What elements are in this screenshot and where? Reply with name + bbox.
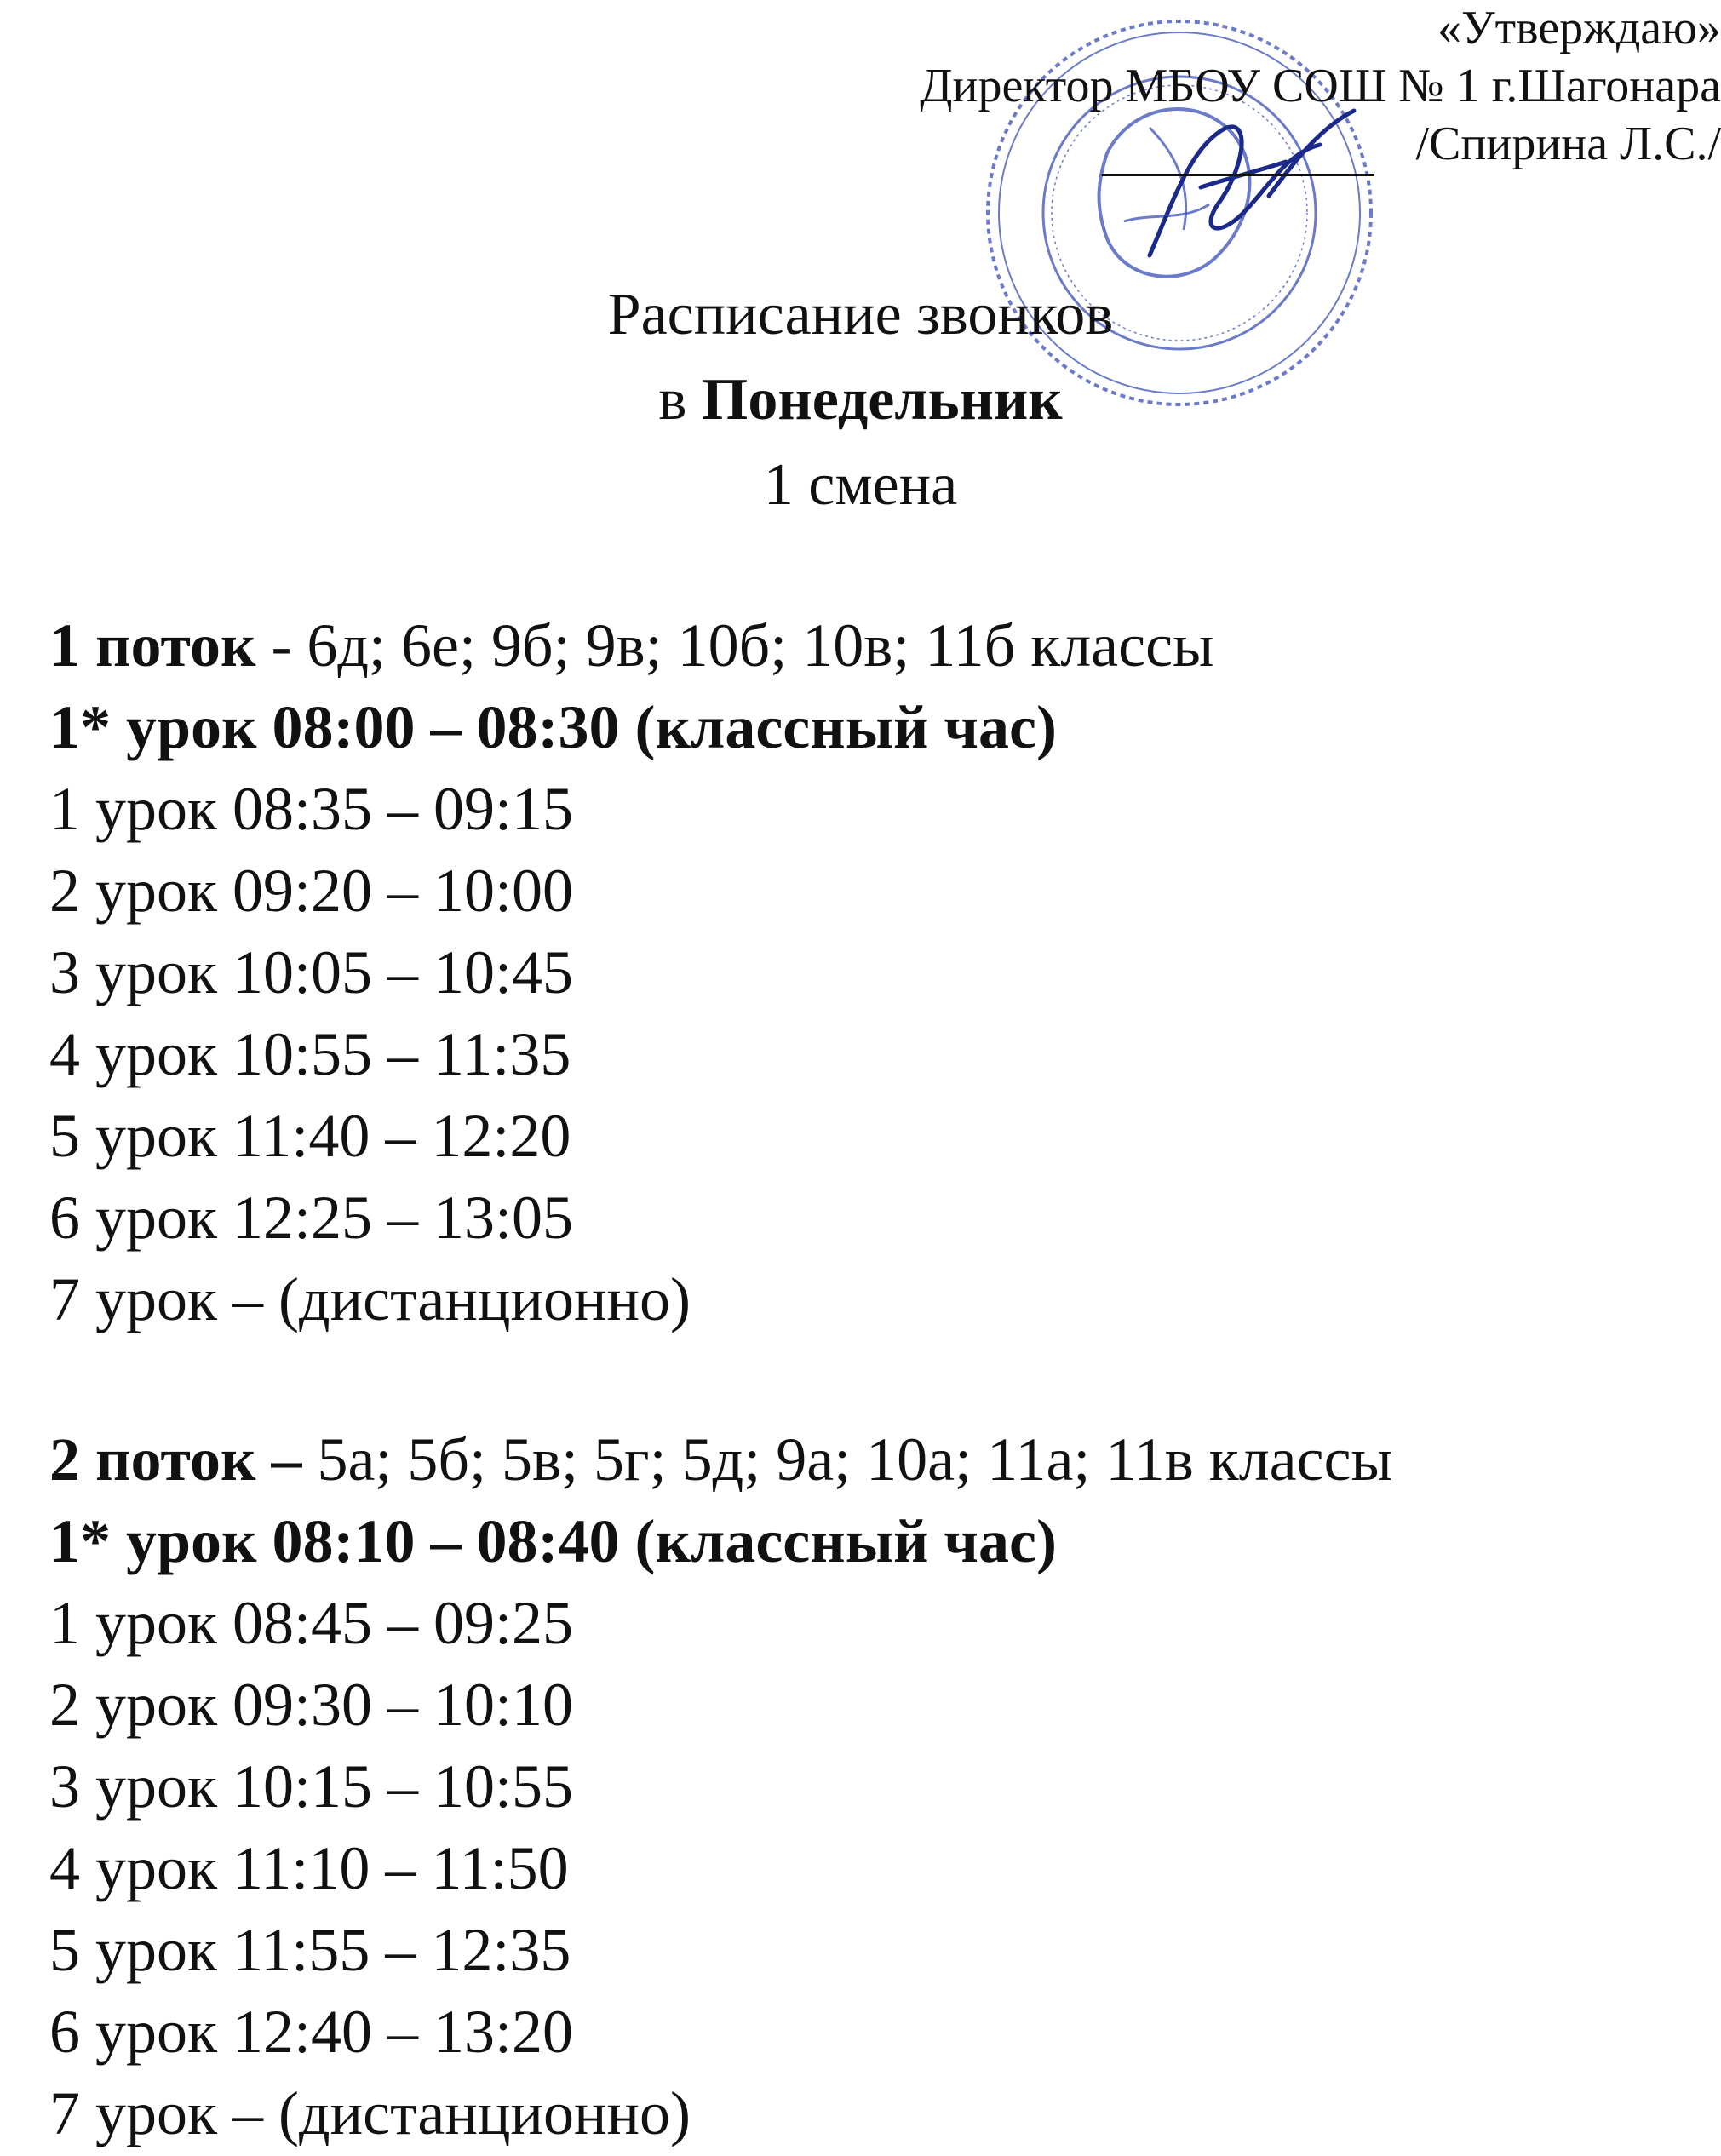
- stream-name: 1 поток: [49, 611, 272, 679]
- lesson-row: 7 урок – (дистанционно): [49, 2079, 691, 2147]
- lesson-row: 5 урок 11:55 – 12:35: [49, 1916, 571, 1984]
- signature-line: [1102, 174, 1374, 176]
- stream-1-block: [49, 605, 1701, 1340]
- stream-header: [49, 1419, 1701, 1500]
- lesson-row: 6 урок 12:40 – 13:20: [49, 1998, 573, 2066]
- title-line-1: Расписание звонков: [607, 282, 1114, 347]
- class-hour-row: 1* урок 08:00 – 08:30 (классный час): [49, 693, 1057, 761]
- lesson-row: 4 урок 11:10 – 11:50: [49, 1834, 569, 1902]
- stream-header: [49, 605, 1701, 686]
- director-signature: [1099, 94, 1405, 290]
- stream-name: 2 поток –: [49, 1425, 302, 1494]
- stream-classes: - 6д; 6е; 9б; 9в; 10б; 10в; 11б классы: [271, 611, 1214, 679]
- lesson-row: 3 урок 10:05 – 10:45: [49, 938, 573, 1006]
- stream-classes: 5а; 5б; 5в; 5г; 5д; 9а; 10а; 11а; 11в классы: [301, 1425, 1392, 1494]
- lesson-row: 5 урок 11:40 – 12:20: [49, 1102, 571, 1170]
- class-hour-row: 1* урок 08:10 – 08:40 (классный час): [49, 1507, 1057, 1575]
- document-title: [0, 281, 1721, 350]
- approval-position: Директор МБОУ СОШ № 1 г.Шагонара: [920, 60, 1721, 112]
- title-day-line: [0, 366, 1721, 435]
- lesson-row: 4 урок 10:55 – 11:35: [49, 1020, 571, 1088]
- lesson-row: 1 урок 08:35 – 09:15: [49, 775, 573, 843]
- lesson-row: 2 урок 09:20 – 10:00: [49, 857, 573, 925]
- title-shift: 1 смена: [763, 452, 958, 518]
- title-day: Понедельник: [701, 367, 1063, 433]
- lesson-row: 2 урок 09:30 – 10:10: [49, 1671, 573, 1739]
- lesson-row: 3 урок 10:15 – 10:55: [49, 1752, 573, 1821]
- approval-heading: «Утверждаю»: [1437, 2, 1721, 54]
- stream-2-block: [49, 1419, 1701, 2154]
- title-day-prefix: в: [658, 367, 687, 433]
- lesson-row: 6 урок 12:25 – 13:05: [49, 1184, 573, 1252]
- lesson-row: 1 урок 08:45 – 09:25: [49, 1589, 573, 1657]
- approval-signatory: /Спирина Л.С./: [1415, 118, 1721, 170]
- lesson-row: 7 урок – (дистанционно): [49, 1265, 691, 1333]
